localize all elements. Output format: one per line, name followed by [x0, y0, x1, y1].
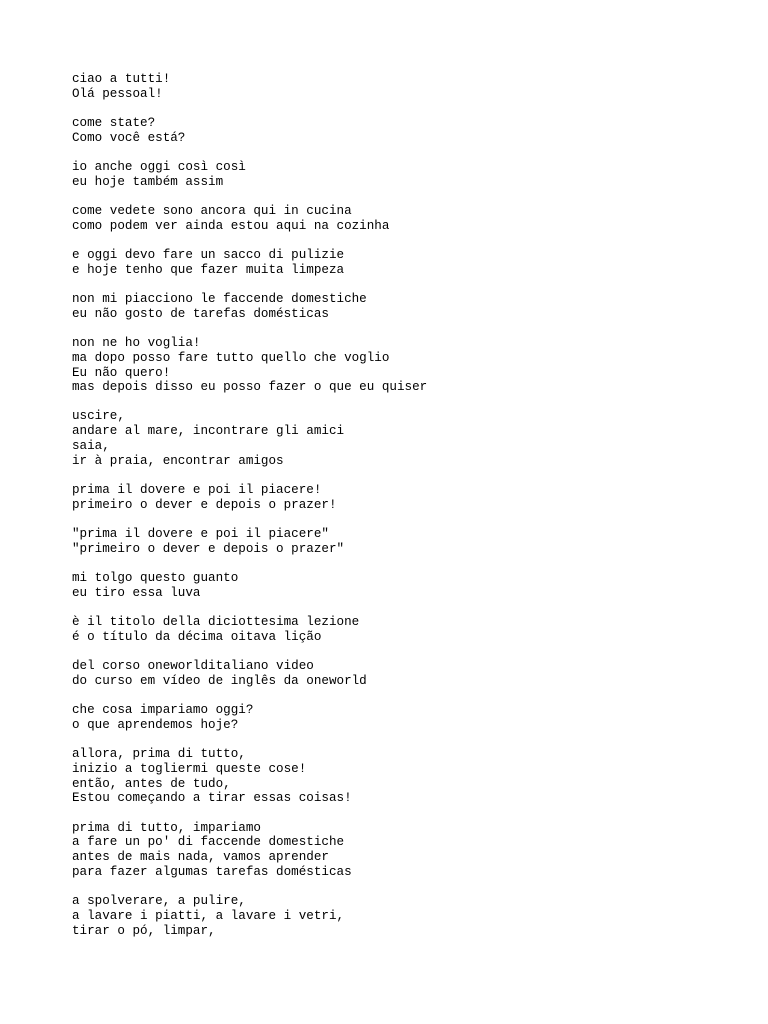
stanza: [72, 483, 752, 513]
text-line: ciao a tutti!: [72, 72, 171, 86]
stanza: [72, 116, 752, 146]
stanza: [72, 292, 752, 322]
text-line: antes de mais nada, vamos aprender: [72, 850, 329, 865]
text-line: mas depois disso eu posso fazer o que eu quiser: [72, 380, 428, 395]
stanza: [72, 527, 752, 557]
text-line: a fare un po' di faccende domestiche: [72, 835, 345, 850]
text-line: a lavare i piatti, a lavare i vetri,: [72, 908, 345, 923]
stanza: [72, 615, 752, 645]
text-line: "prima il dovere e poi il piacere": [72, 527, 329, 542]
text-line: Eu não quero!: [72, 365, 171, 380]
text-line: io anche oggi così così: [72, 159, 246, 174]
text-line: è il titolo della diciottesima lezione: [72, 615, 360, 630]
text-line: andare al mare, incontrare gli amici: [72, 424, 345, 439]
text-line: del corso oneworlditaliano video: [72, 659, 314, 673]
stanza: [72, 248, 752, 278]
text-line: come vedete sono ancora qui in cucina: [72, 203, 352, 218]
text-line: ma dopo posso fare tutto quello che voglio: [72, 350, 390, 365]
stanza: [72, 659, 752, 689]
text-line: como podem ver ainda estou aqui na cozinha: [72, 218, 390, 233]
text-line: do curso em vídeo de inglês da oneworld: [72, 673, 367, 688]
text-line: para fazer algumas tarefas domésticas: [72, 864, 352, 879]
stanza: [72, 571, 752, 601]
text-line: che cosa impariamo oggi?: [72, 702, 254, 717]
stanza: [72, 204, 752, 234]
text-line: é o título da décima oitava lição: [72, 629, 322, 644]
text-line: allora, prima di tutto,: [72, 746, 246, 761]
text-line: e hoje tenho que fazer muita limpeza: [72, 262, 345, 277]
text-line: prima il dovere e poi il piacere!: [72, 483, 322, 498]
stanza: [72, 894, 752, 938]
text-line: prima di tutto, impariamo: [72, 820, 261, 835]
text-line: saia,: [72, 439, 110, 454]
text-line: uscire,: [72, 409, 125, 424]
stanza: [72, 703, 752, 733]
text-line: inizio a togliermi queste cose!: [72, 761, 307, 776]
text-line: primeiro o dever e depois o prazer!: [72, 497, 337, 512]
text-line: então, antes de tudo,: [72, 776, 231, 791]
text-line: Estou começando a tirar essas coisas!: [72, 791, 352, 806]
text-line: o que aprendemos hoje?: [72, 717, 239, 732]
text-line: tirar o pó, limpar,: [72, 923, 216, 938]
stanza: [72, 160, 752, 190]
stanza: [72, 747, 752, 806]
text-line: non ne ho voglia!: [72, 335, 201, 350]
text-line: eu hoje também assim: [72, 174, 224, 189]
text-line: e oggi devo fare un sacco di pulizie: [72, 247, 345, 262]
stanza: [72, 72, 752, 102]
text-line: Olá pessoal!: [72, 86, 163, 101]
stanza: [72, 336, 752, 395]
text-line: eu não gosto de tarefas domésticas: [72, 306, 329, 321]
text-line: eu tiro essa luva: [72, 585, 201, 600]
text-line: "primeiro o dever e depois o prazer": [72, 541, 345, 556]
document-page: [72, 72, 752, 953]
stanza: [72, 821, 752, 880]
text-line: a spolverare, a pulire,: [72, 894, 246, 909]
text-line: Como você está?: [72, 130, 186, 145]
text-line: ir à praia, encontrar amigos: [72, 453, 284, 468]
stanza: [72, 409, 752, 468]
text-line: come state?: [72, 115, 156, 130]
text-line: non mi piacciono le faccende domestiche: [72, 291, 367, 306]
text-line: mi tolgo questo guanto: [72, 571, 239, 586]
